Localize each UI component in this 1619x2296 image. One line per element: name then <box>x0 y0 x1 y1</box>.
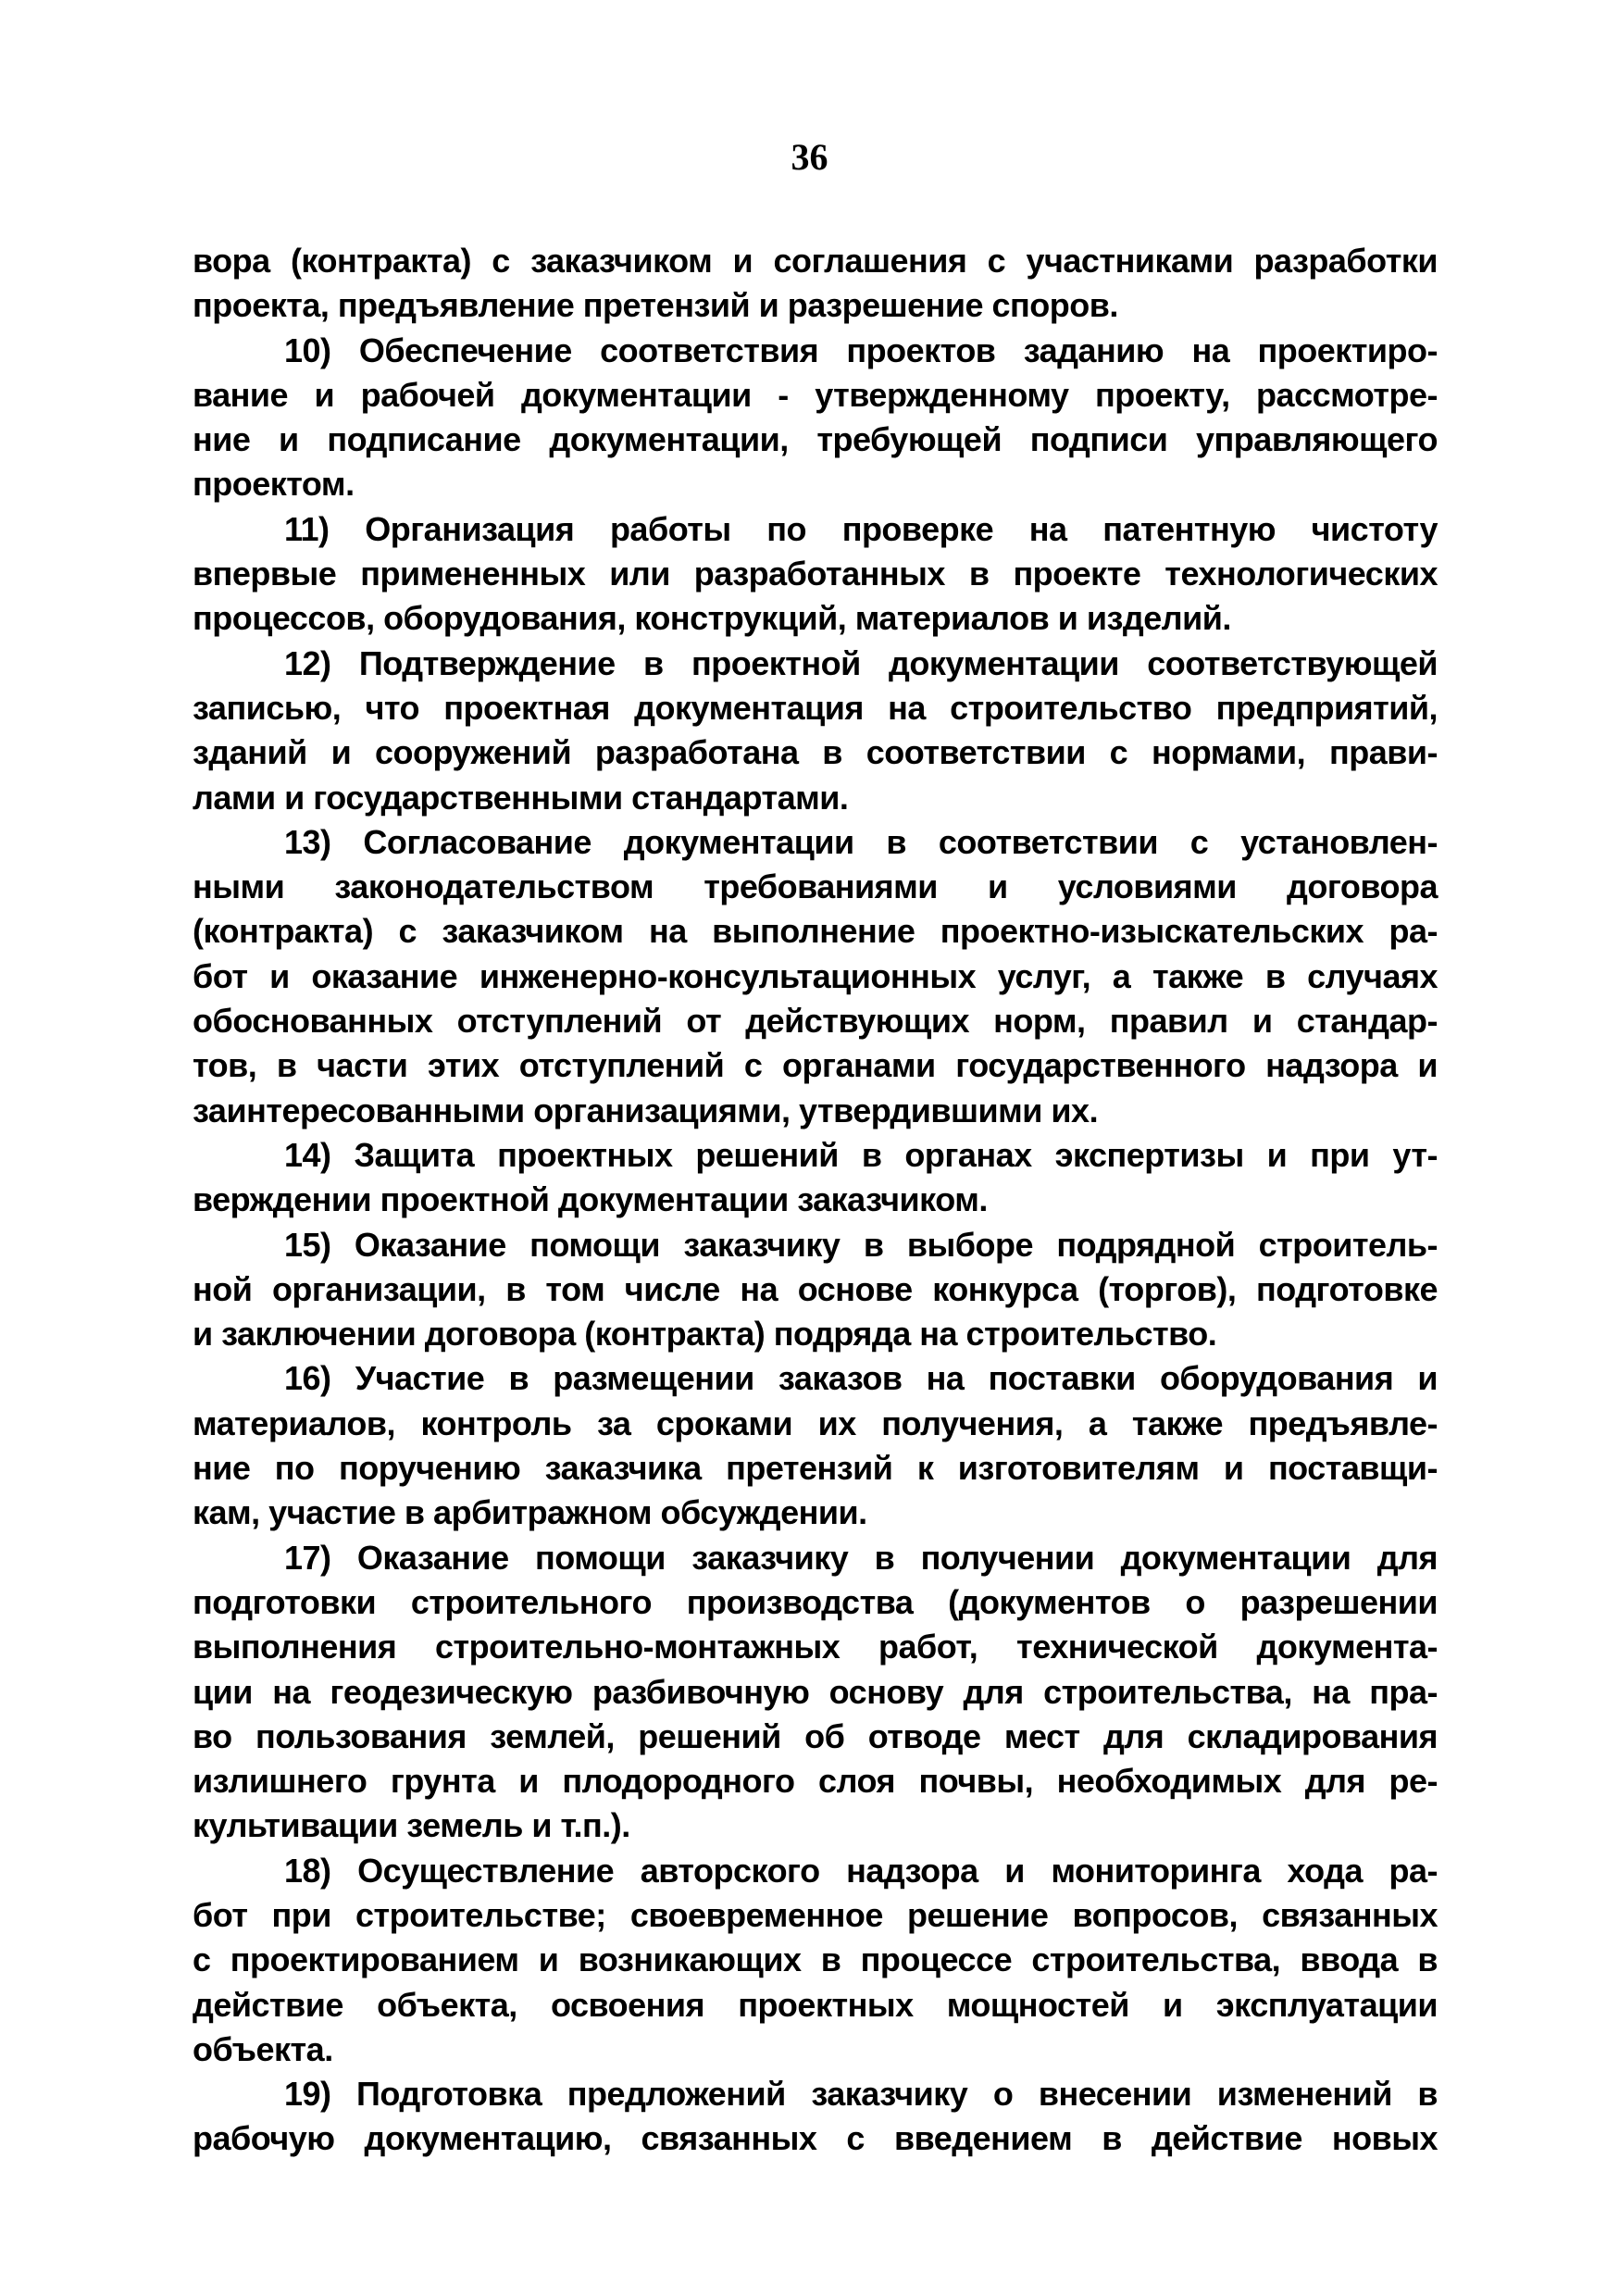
text-line: 11) Организация работы по проверке на патентную чистоту <box>284 509 1438 548</box>
text-line: вора (контракта) с заказчиком и соглашения с участниками разработки <box>193 242 1438 280</box>
text-line: с проектированием и возникающих в процессе строительства, ввода в <box>193 1940 1438 1979</box>
text-line: бот и оказание инженерно-консультационных услуг, а также в случаях <box>193 956 1438 995</box>
text-line: 19) Подготовка предложений заказчику о внесении изменений в <box>284 2075 1438 2114</box>
text-line: действие объекта, освоения проектных мощностей и эксплуатации <box>193 1985 1438 2024</box>
text-line: кам, участие в арбитражном обсуждении. <box>193 1493 867 1532</box>
text-line: процессов, оборудования, конструкций, материалов и изделий. <box>193 599 1231 638</box>
text-line: 12) Подтверждение в проектной документации соответствующей <box>284 643 1438 682</box>
text-line: выполнения строительно-монтажных работ, технической документа- <box>193 1628 1438 1666</box>
text-line: подготовки строительного производства (документов о разрешении <box>193 1582 1438 1621</box>
text-line: ной организации, в том числе на основе конкурса (торгов), подготовке <box>193 1269 1438 1308</box>
text-line: обоснованных отступлений от действующих норм, правил и стандар- <box>193 1002 1438 1041</box>
text-line: проекта, предъявление претензий и разрешение споров. <box>193 286 1118 325</box>
text-line: объекта. <box>193 2029 333 2068</box>
text-line: бот при строительстве; своевременное решение вопросов, связанных <box>193 1895 1438 1934</box>
body-text <box>193 239 1438 2162</box>
text-line: заинтересованными организациями, утвердившими их. <box>193 1091 1099 1129</box>
text-line: 14) Защита проектных решений в органах экспертизы и при ут- <box>284 1135 1438 1174</box>
text-line: лами и государственными стандартами. <box>193 778 849 817</box>
text-line: материалов, контроль за сроками их получения, а также предъявле- <box>193 1404 1438 1442</box>
text-line: рабочую документацию, связанных с введением в действие новых <box>193 2119 1438 2158</box>
text-line: ние по поручению заказчика претензий к изготовителям и поставщи- <box>193 1449 1438 1488</box>
text-line: вание и рабочей документации - утвержденному проекту, рассмотре- <box>193 375 1438 414</box>
text-line: 16) Участие в размещении заказов на поставки оборудования и <box>284 1359 1438 1398</box>
text-line: ние и подписание документации, требующей подписи управляющего <box>193 420 1438 459</box>
text-line: тов, в части этих отступлений с органами государственного надзора и <box>193 1046 1438 1085</box>
text-line: 10) Обеспечение соответствия проектов заданию на проектиро- <box>284 331 1438 369</box>
text-line: проектом. <box>193 465 355 504</box>
text-line: и заключении договора (контракта) подряда на строительство. <box>193 1315 1217 1354</box>
text-line: записью, что проектная документация на строительство предприятий, <box>193 688 1438 727</box>
text-line: 15) Оказание помощи заказчику в выборе подрядной строитель- <box>284 1225 1438 1264</box>
text-line: 13) Согласование документации в соответствии с установлен- <box>284 822 1438 861</box>
text-line: 18) Осуществление авторского надзора и мониторинга хода ра- <box>284 1851 1438 1890</box>
text-line: излишнего грунта и плодородного слоя почвы, необходимых для ре- <box>193 1762 1438 1801</box>
text-line: впервые примененных или разработанных в проекте технологических <box>193 555 1438 593</box>
text-line: зданий и сооружений разработана в соответствии с нормами, прави- <box>193 733 1438 772</box>
text-line: 17) Оказание помощи заказчику в получении документации для <box>284 1538 1438 1577</box>
text-line: ции на геодезическую разбивочную основу для строительства, на пра- <box>193 1672 1438 1711</box>
text-line: ными законодательством требованиями и условиями договора <box>193 867 1438 906</box>
text-line: культивации земель и т.п.). <box>193 1806 630 1845</box>
text-line: верждении проектной документации заказчиком. <box>193 1180 988 1219</box>
text-line: во пользования землей, решений об отводе мест для складирования <box>193 1716 1438 1755</box>
text-line: (контракта) с заказчиком на выполнение проектно-изыскательских ра- <box>193 912 1438 951</box>
page-number: 36 <box>791 136 828 178</box>
